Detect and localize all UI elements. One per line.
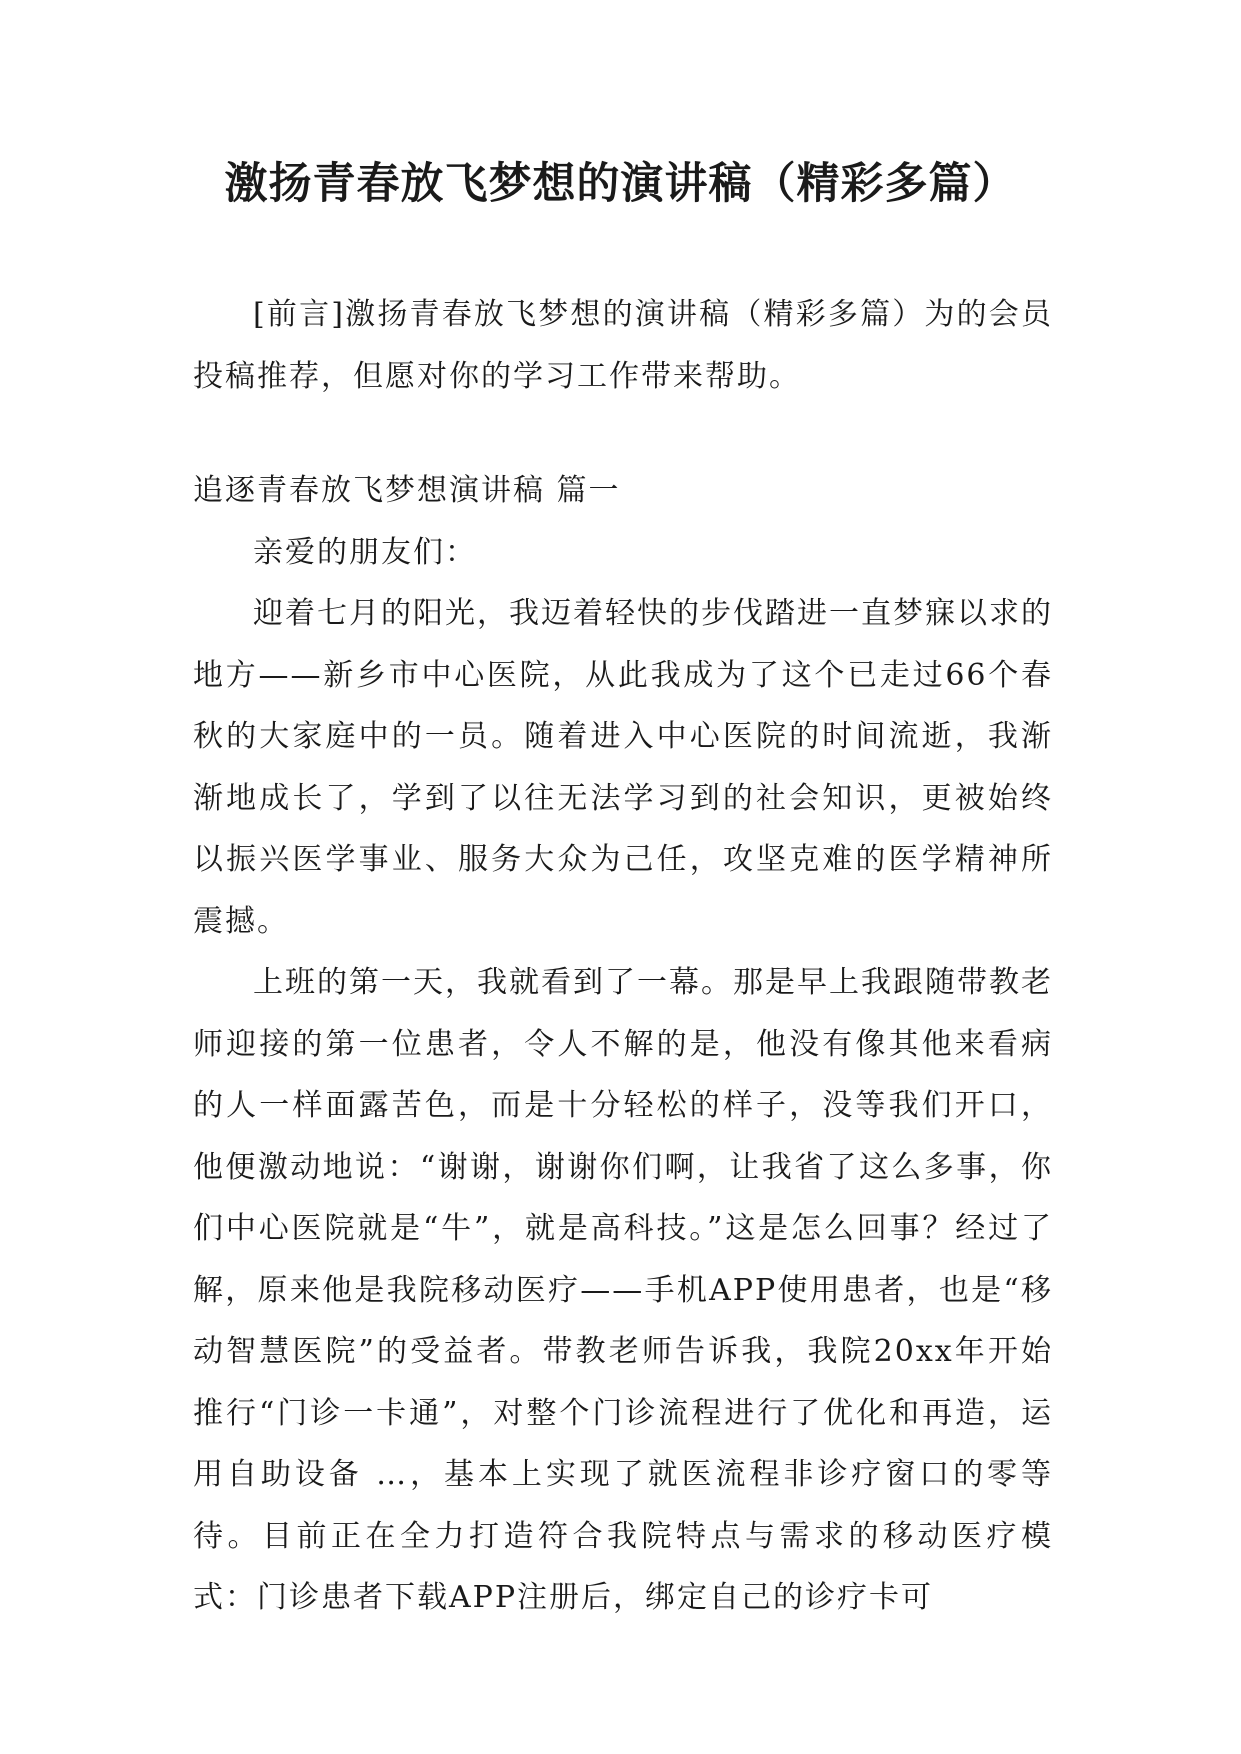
body-paragraph: 迎着七月的阳光，我迈着轻快的步伐踏进一直梦寐以求的地方——新乡市中心医院，从此我成为了这个已走过66个春秋的大家庭中的一员。随着进入中心医院的时间流逝，我渐渐地成长了，学到了以往无法学习到的社会知识，更被始终以振兴医学事业、服务大众为己任，攻坚克难的医学精神所震撼。 [193,596,1053,939]
body-paragraph: 上班的第一天，我就看到了一幕。那是早上我跟随带教老师迎接的第一位患者，令人不解的是，他没有像其他来看病的人一样面露苦色，而是十分轻松的样子，没等我们开口，他便激动地说：“谢谢，谢谢你们啊，让我省了这么多事，你们中心医院就是“牛”，就是高科技。”这是怎么回事？经过了解，原来他是我院移动医疗——手机APP使用患者，也是“移动智慧医院”的受益者。带教老师告诉我，我院20xx年开始推行“门诊一卡通”，对整个门诊流程进行了优化和再造，运用自助设备 …，基本上实现了就医流程非诊疗窗口的零等待。目前正在全力打造符合我院特点与需求的移动医疗模式：门诊患者下载APP注册后，绑定自己的诊疗卡可 [193,965,1053,1615]
speech-section [193,460,1053,1629]
section-heading: 追逐青春放飞梦想演讲稿 篇一 [193,473,621,508]
salutation: 亲爱的朋友们： [253,534,477,570]
preface-block [193,284,1053,407]
document-title: 激扬青春放飞梦想的演讲稿（精彩多篇） [224,159,1017,209]
preface-paragraph: [前言]激扬青春放飞梦想的演讲稿（精彩多篇）为的会员投稿推荐，但愿对你的学习工作带来帮助。 [193,297,1053,394]
